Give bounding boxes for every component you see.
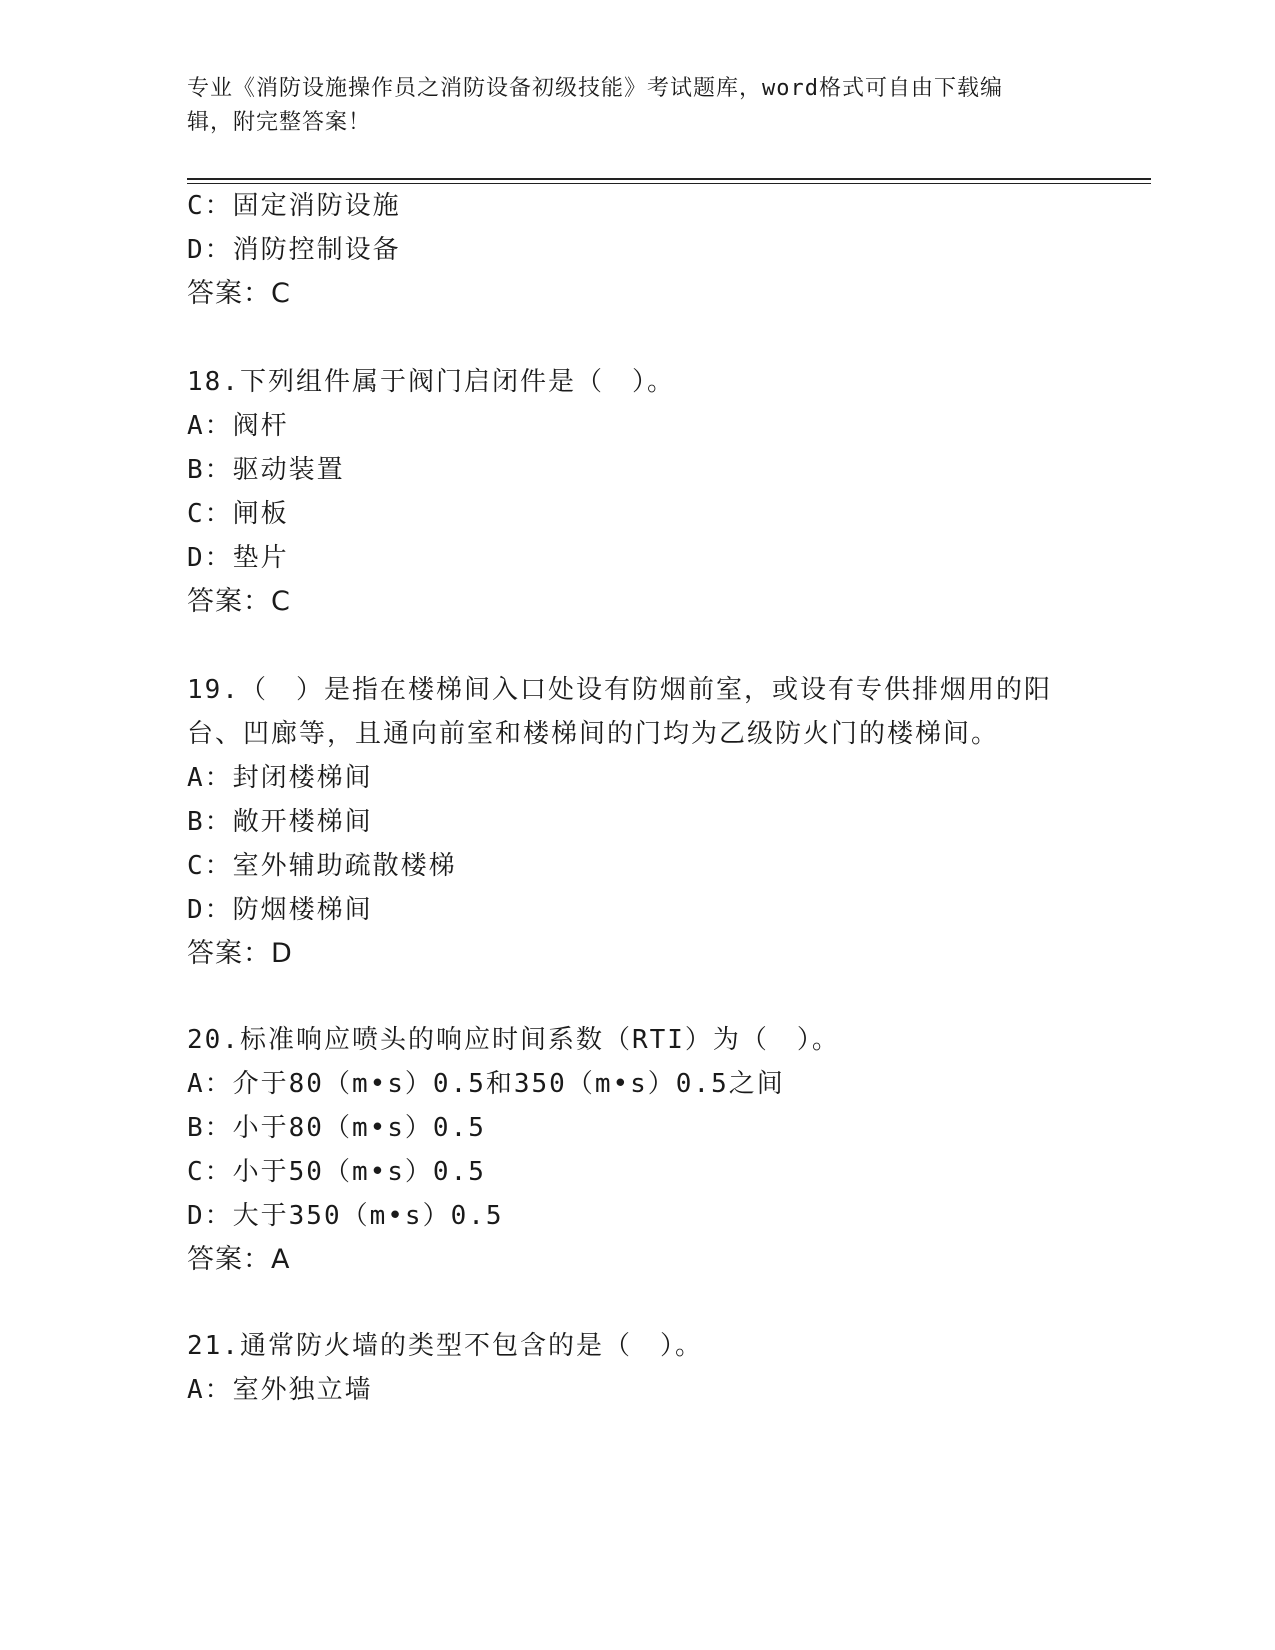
q18-option-d: D：垫片 <box>187 543 289 573</box>
q18-option-a: A：阀杆 <box>187 411 289 441</box>
q20-option-d: D：大于350（m•s）0.5 <box>187 1201 504 1231</box>
q20-option-c: C：小于50（m•s）0.5 <box>187 1157 486 1187</box>
q21-option-a: A：室外独立墙 <box>187 1375 373 1405</box>
q20-option-b: B：小于80（m•s）0.5 <box>187 1113 486 1143</box>
q19-answer: 答案：D <box>187 938 293 969</box>
q17-option-c: C：固定消防设施 <box>187 191 401 221</box>
q19-option-b: B：敞开楼梯间 <box>187 807 373 837</box>
q19-stem-line-2: 台、凹廊等，且通向前室和楼梯间的门均为乙级防火门的楼梯间。 <box>187 719 1000 749</box>
q18-option-c: C：闸板 <box>187 499 289 529</box>
q19-option-d: D：防烟楼梯间 <box>187 895 373 925</box>
header-rule-thick <box>187 178 1151 180</box>
q17-option-d: D：消防控制设备 <box>187 235 401 265</box>
page-header <box>187 72 1087 140</box>
q19-option-c: C：室外辅助疏散楼梯 <box>187 851 457 881</box>
header-rule-thin <box>187 183 1151 184</box>
q20-stem: 20.标准响应喷头的响应时间系数（RTI）为（ ）。 <box>187 1025 840 1055</box>
q18-option-b: B：驱动装置 <box>187 455 345 485</box>
q19-stem-line-1: 19.（ ）是指在楼梯间入口处设有防烟前室，或设有专供排烟用的阳 <box>187 675 1052 705</box>
q17-answer: 答案：C <box>187 278 291 309</box>
q18-answer: 答案：C <box>187 586 291 617</box>
q19-option-a: A：封闭楼梯间 <box>187 763 373 793</box>
header-line-2: 辑，附完整答案！ <box>187 110 372 135</box>
q20-option-a: A：介于80（m•s）0.5和350（m•s）0.5之间 <box>187 1069 785 1099</box>
q18-stem: 18.下列组件属于阀门启闭件是（ ）。 <box>187 367 675 397</box>
q20-answer: 答案：A <box>187 1244 291 1275</box>
header-line-1: 专业《消防设施操作员之消防设备初级技能》考试题库，word格式可自由下载编 <box>187 76 1003 101</box>
q21-stem: 21.通常防火墙的类型不包含的是（ ）。 <box>187 1331 703 1361</box>
